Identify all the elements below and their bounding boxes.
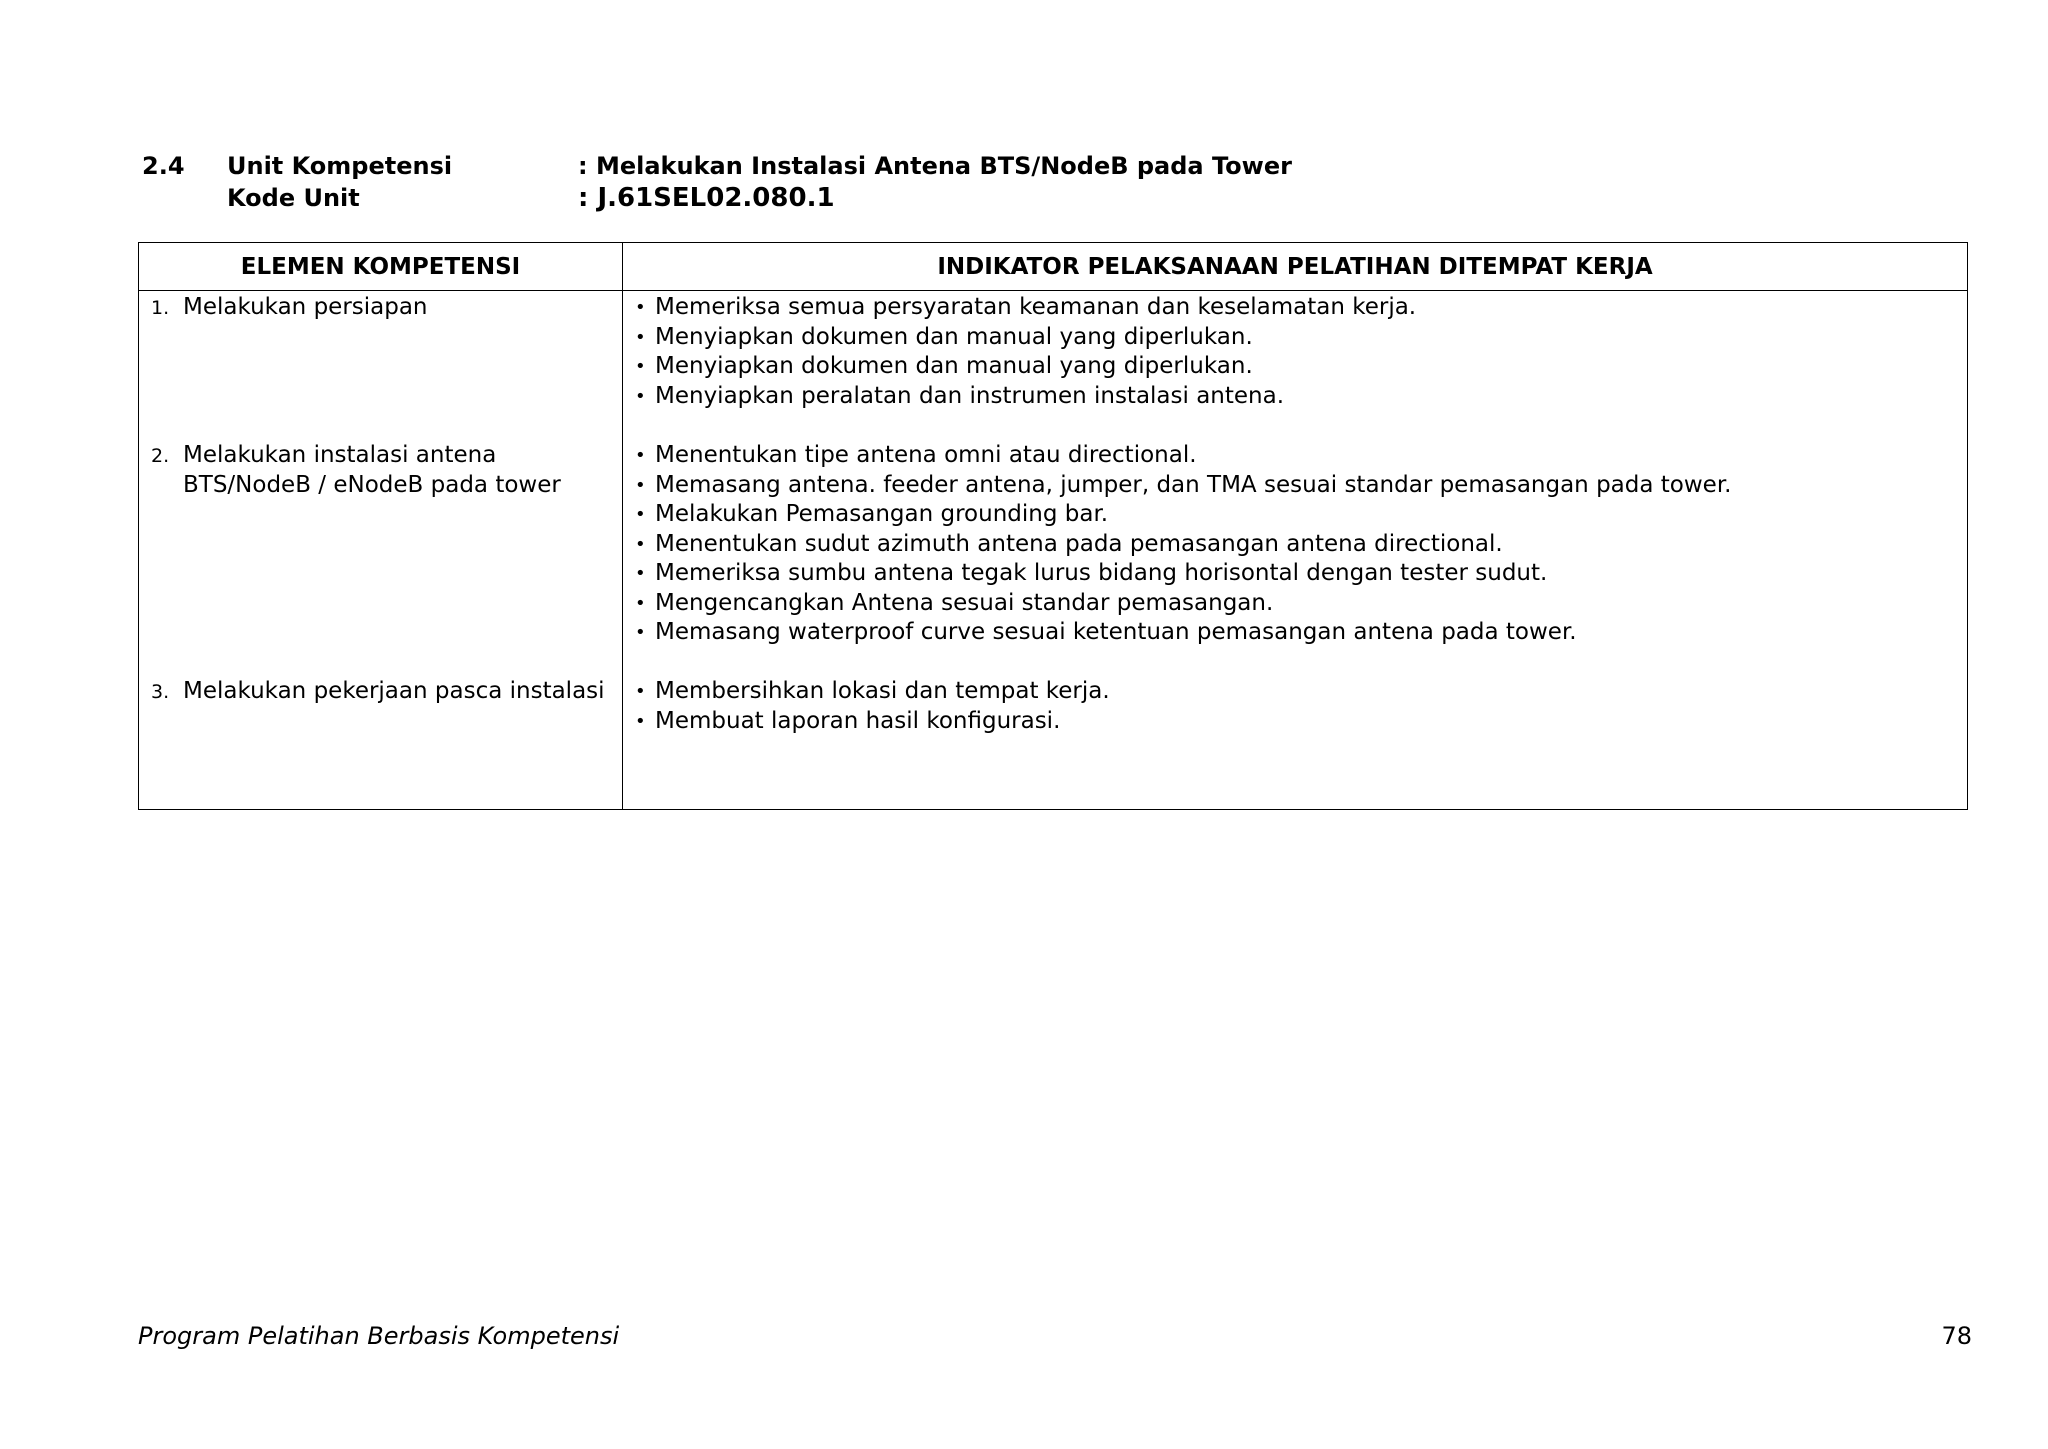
code-label: Kode Unit	[227, 184, 360, 212]
bullet-icon: •	[635, 356, 646, 377]
list-item: • Membuat laporan hasil konfigurasi.	[655, 707, 1957, 737]
list-item: • Mengencangkan Antena sesuai standar pemasangan.	[655, 589, 1957, 619]
bullet-icon: •	[635, 445, 646, 466]
indicator-block-1	[633, 293, 1957, 441]
list-item: • Memeriksa semua persyaratan keamanan dan keselamatan kerja.	[655, 293, 1957, 323]
element-number: 2.	[151, 445, 170, 467]
bullet-icon: •	[635, 592, 646, 614]
list-item: • Melakukan Pemasangan grounding bar.	[655, 500, 1957, 530]
element-number: 3.	[151, 681, 170, 703]
table-header-row	[139, 243, 1968, 291]
bullet-icon: •	[635, 385, 646, 407]
bullet-icon: •	[635, 563, 646, 584]
page-number: 78	[1941, 1322, 1972, 1350]
list-item: • Menyiapkan dokumen dan manual yang diperlukan.	[655, 352, 1957, 382]
col-header-indicator: INDIKATOR PELAKSANAAN PELATIHAN DITEMPAT KERJA	[623, 243, 1968, 291]
element-block-3	[149, 677, 612, 809]
list-item: • Membersihkan lokasi dan tempat kerja.	[655, 677, 1957, 707]
indicator-block-3	[633, 677, 1957, 809]
col-header-element: ELEMEN KOMPETENSI	[139, 243, 623, 291]
indicator-cell	[623, 291, 1968, 810]
code-value: : J.61SEL02.080.1	[578, 183, 835, 213]
bullet-icon: •	[635, 474, 646, 496]
list-item: • Memasang antena. feeder antena, jumper, dan TMA sesuai standar pemasangan pada tower.	[655, 471, 1957, 501]
element-text: Melakukan pekerjaan pasca instalasi	[183, 678, 605, 704]
bullet-icon: •	[635, 326, 646, 348]
list-item: • Menentukan tipe antena omni atau directional.	[655, 441, 1957, 471]
element-number: 1.	[151, 297, 170, 319]
table-body-row	[139, 291, 1968, 810]
competency-table	[138, 242, 1968, 810]
unit-label: Unit Kompetensi	[227, 152, 453, 180]
unit-value: : Melakukan Instalasi Antena BTS/NodeB pada Tower	[578, 152, 1292, 180]
bullet-icon: •	[635, 622, 646, 643]
bullet-icon: •	[635, 297, 646, 318]
indicator-block-2	[633, 441, 1957, 677]
bullet-icon: •	[635, 533, 646, 555]
list-item: • Menentukan sudut azimuth antena pada pemasangan antena directional.	[655, 530, 1957, 560]
bullet-icon: •	[635, 504, 646, 525]
list-item: • Menyiapkan peralatan dan instrumen instalasi antena.	[655, 382, 1957, 412]
bullet-icon: •	[635, 681, 646, 702]
list-item: • Memasang waterproof curve sesuai ketentuan pemasangan antena pada tower.	[655, 618, 1957, 648]
element-cell	[139, 291, 623, 810]
list-item: • Memeriksa sumbu antena tegak lurus bidang horisontal dengan tester sudut.	[655, 559, 1957, 589]
footer-program-title: Program Pelatihan Berbasis Kompetensi	[138, 1322, 620, 1350]
element-text: Melakukan persiapan	[183, 294, 428, 320]
list-item: • Menyiapkan dokumen dan manual yang diperlukan.	[655, 323, 1957, 353]
section-number: 2.4	[142, 152, 185, 180]
bullet-icon: •	[635, 710, 646, 732]
element-block-2	[149, 441, 612, 677]
element-block-1	[149, 293, 612, 441]
element-text: Melakukan instalasi antena BTS/NodeB / eNodeB pada tower	[183, 442, 561, 498]
